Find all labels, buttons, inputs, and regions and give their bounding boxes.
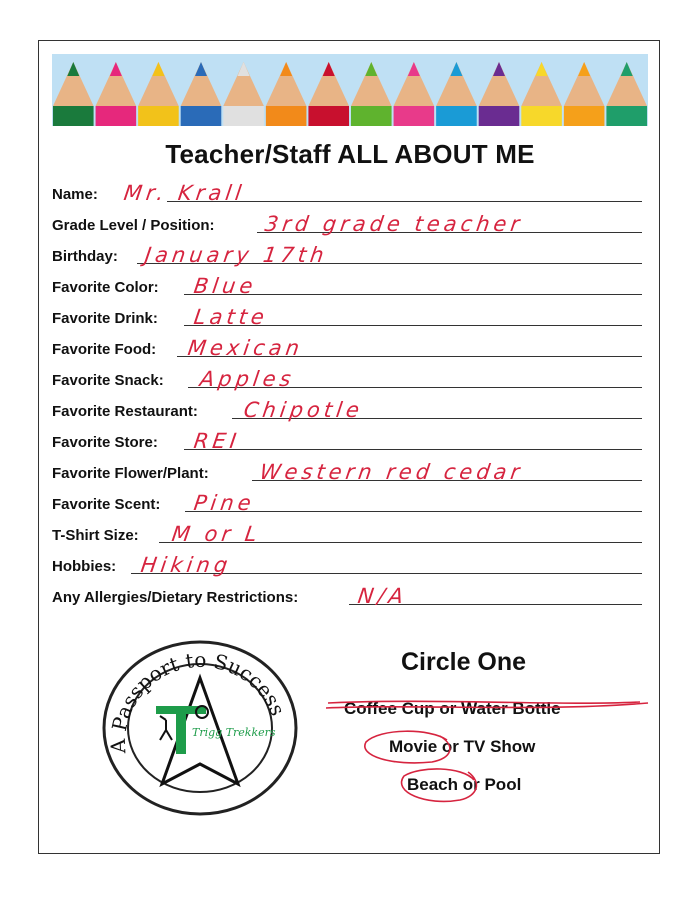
field-label: Grade Level / Position:	[52, 217, 215, 234]
handwritten-answer[interactable]: Pine	[192, 491, 257, 515]
field-label: Favorite Color:	[52, 279, 159, 296]
field-label: Favorite Drink:	[52, 310, 158, 327]
form-title: Teacher/Staff ALL ABOUT ME	[165, 139, 535, 169]
field-label: Favorite Store:	[52, 434, 158, 451]
field-label: Favorite Flower/Plant:	[52, 465, 209, 482]
handwritten-answer[interactable]: Mr. Krall	[122, 181, 247, 205]
option-coffee-water: Coffee Cup or Water Bottle	[344, 699, 561, 718]
handwritten-answer[interactable]: 3rd grade teacher	[263, 212, 525, 236]
field-label: Birthday:	[52, 248, 118, 265]
field-label: Favorite Snack:	[52, 372, 164, 389]
field-label: Any Allergies/Dietary Restrictions:	[52, 589, 299, 606]
handwritten-answer[interactable]: Hiking	[139, 553, 233, 577]
field-label: Name:	[52, 186, 98, 203]
handwritten-answer[interactable]: Latte	[192, 305, 270, 329]
field-label: Favorite Scent:	[52, 496, 161, 513]
strike-through-mark	[326, 703, 648, 708]
option-beach-pool: Beach or Pool	[407, 775, 522, 794]
field-label: T-Shirt Size:	[52, 527, 139, 544]
strike-through-mark-2	[328, 701, 640, 703]
logo-school-name: Trigg Trekkers	[192, 726, 276, 739]
field-label: Favorite Food:	[52, 341, 157, 358]
logo-ring-text: A Passport to Success	[105, 647, 291, 754]
handwritten-answer[interactable]: M or L	[170, 522, 263, 546]
handwritten-answer[interactable]: N/A	[356, 584, 409, 608]
circle-one-title: Circle One	[401, 648, 527, 676]
handwritten-answer[interactable]: Mexican	[186, 336, 305, 360]
circle-mark-beach	[402, 769, 477, 801]
field-label: Hobbies:	[52, 558, 117, 575]
option-movie-tv: Movie or TV Show	[389, 737, 536, 756]
handwritten-answer[interactable]: Chipotle	[242, 398, 365, 422]
handwritten-answer[interactable]: Apples	[198, 367, 297, 391]
handwritten-answer[interactable]: Blue	[192, 274, 259, 298]
circle-mark-movie	[365, 731, 450, 763]
handwritten-answer[interactable]: January 17th	[143, 243, 330, 267]
field-label: Favorite Restaurant:	[52, 403, 198, 420]
handwritten-answer[interactable]: Western red cedar	[258, 460, 525, 484]
handwritten-answer[interactable]: REI	[192, 429, 242, 453]
